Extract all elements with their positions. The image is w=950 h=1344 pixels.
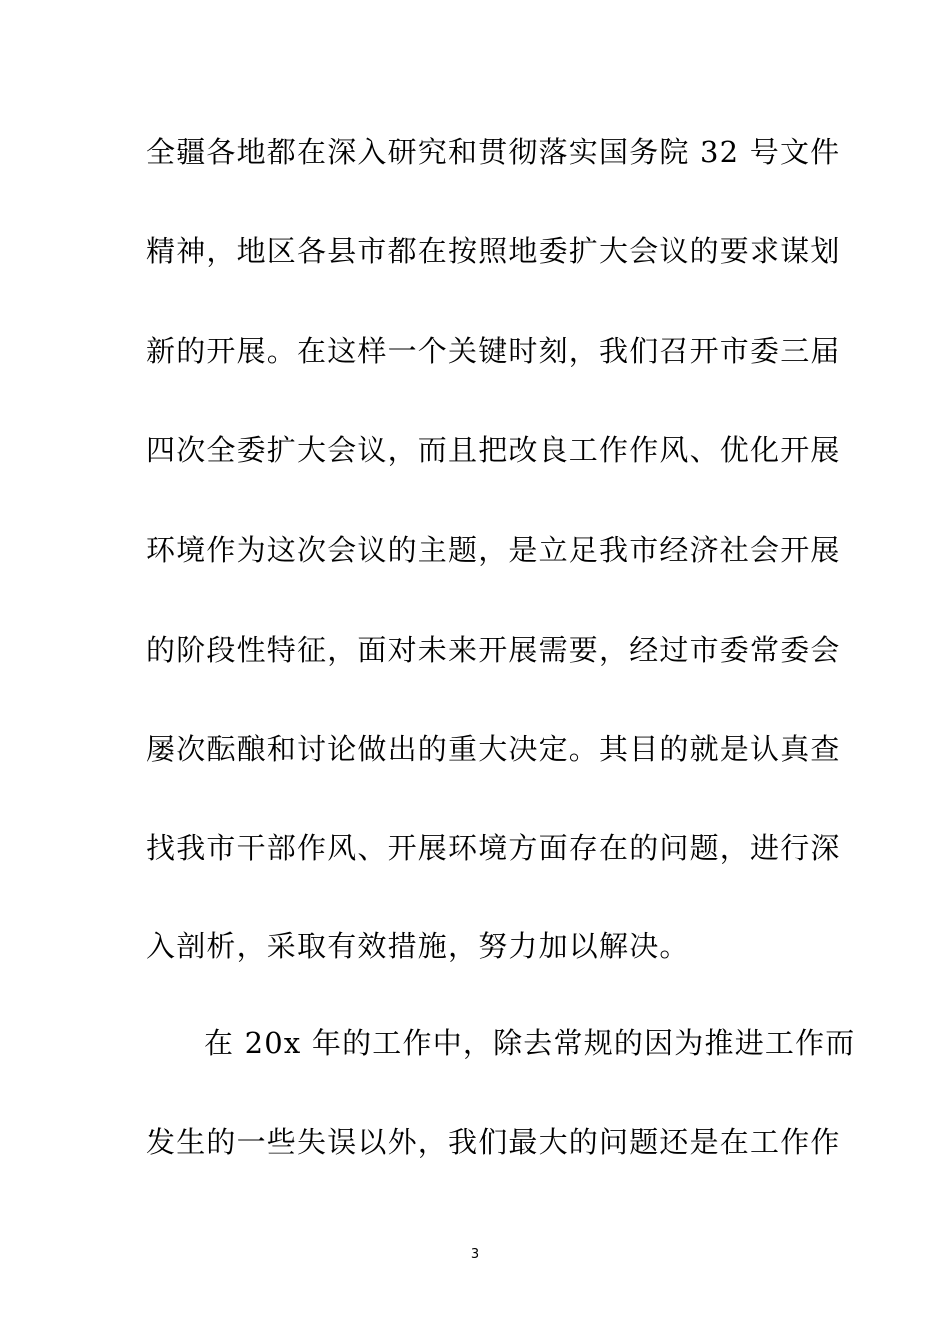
page-number: 3: [470, 1247, 480, 1262]
text-line: 全疆各地都在深入研究和贯彻落实国务院 32 号文件: [146, 135, 841, 169]
paragraph-first-line: 在 20x 年的工作中，除去常规的因为推进工作而: [204, 1026, 856, 1060]
text-line: 找我市干部作风、开展环境方面存在的问题，进行深: [146, 831, 841, 865]
text-line: 新的开展。在这样一个关键时刻，我们召开市委三届: [146, 334, 841, 368]
text-line: 精神，地区各县市都在按照地委扩大会议的要求谋划: [146, 234, 841, 268]
text-line: 屡次酝酿和讨论做出的重大决定。其目的就是认真查: [146, 732, 841, 766]
text-line: 发生的一些失误以外，我们最大的问题还是在工作作: [146, 1125, 841, 1159]
text-line: 的阶段性特征，面对未来开展需要，经过市委常委会: [146, 633, 841, 667]
text-line: 入剖析，采取有效措施，努力加以解决。: [146, 929, 690, 963]
text-line: 环境作为这次会议的主题，是立足我市经济社会开展: [146, 533, 841, 567]
text-line: 四次全委扩大会议，而且把改良工作作风、优化开展: [146, 433, 841, 467]
